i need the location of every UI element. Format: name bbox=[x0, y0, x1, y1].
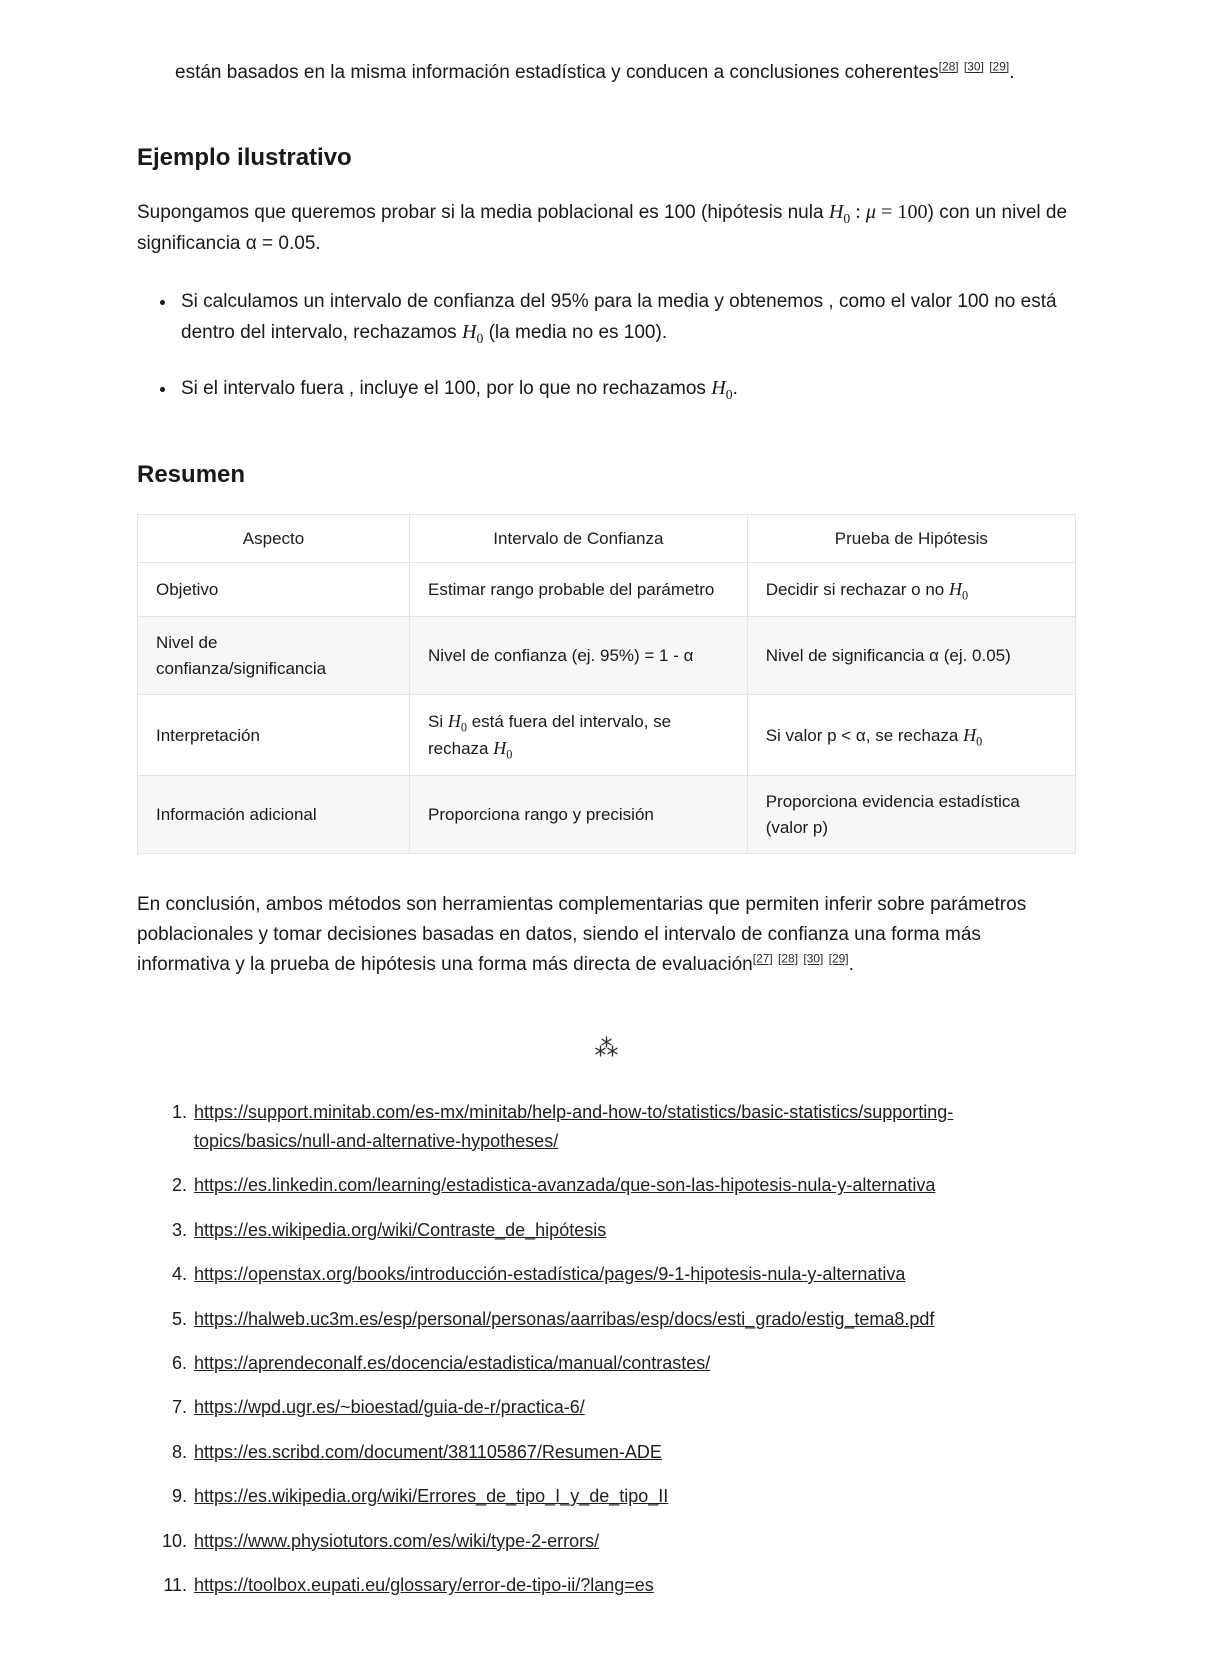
reference-number: 10. bbox=[161, 1530, 187, 1551]
list-item: • Si el intervalo fuera , incluye el 100, por lo que no rechazamos $H_0$. bbox=[177, 373, 1076, 405]
list-item bbox=[149, 1305, 1076, 1333]
intro-paragraph: están basados en la misma información estadística y conducen a conclusiones coherentes[28] [30] [29]. bbox=[175, 59, 1015, 83]
asterism-divider: ⁂ bbox=[594, 1035, 619, 1063]
reference-number: 7. bbox=[171, 1397, 187, 1418]
list-item bbox=[149, 1438, 1076, 1466]
math-expression: $H_0$ bbox=[949, 579, 969, 603]
list-item bbox=[149, 1393, 1076, 1421]
reference-link[interactable]: https://wpd.ugr.es/~bioestad/guia-de-r/practica-6/ bbox=[194, 1397, 585, 1418]
reference-link[interactable]: https://halweb.uc3m.es/esp/personal/personas/aarribas/esp/docs/esti_grado/estig_tema8.pdf bbox=[194, 1308, 935, 1329]
summary-table bbox=[137, 514, 1076, 855]
table-header-row bbox=[138, 514, 1076, 563]
citation-link[interactable]: [30] bbox=[963, 59, 984, 74]
reference-link[interactable]: https://es.wikipedia.org/wiki/Contraste_de_hipótesis bbox=[194, 1219, 607, 1240]
list-item bbox=[149, 1527, 1076, 1555]
table-row bbox=[138, 776, 1076, 854]
list-item: • Si calculamos un intervalo de confianza del 95% para la media y obtenemos , como el valor 100 no está dentro del intervalo, rechazamos $H_0$ (la media no es 100). bbox=[177, 287, 1076, 349]
math-expression: μ bbox=[865, 201, 876, 224]
list-item bbox=[149, 1571, 1076, 1599]
reference-link[interactable]: https://es.wikipedia.org/wiki/Errores_de_tipo_I_y_de_tipo_II bbox=[194, 1486, 669, 1507]
reference-link[interactable]: https://aprendeconalf.es/docencia/estadistica/manual/contrastes/ bbox=[194, 1352, 711, 1373]
citation-link[interactable]: [28] bbox=[938, 59, 959, 74]
reference-number: 9. bbox=[171, 1486, 187, 1507]
math-expression: = 100 bbox=[875, 201, 928, 224]
math-expression: : bbox=[850, 201, 866, 224]
table-row bbox=[138, 695, 1076, 776]
example-heading: Ejemplo ilustrativo bbox=[137, 144, 352, 172]
reference-number: 6. bbox=[171, 1352, 187, 1373]
table-header-prueba: Prueba de Hipótesis bbox=[747, 514, 1075, 563]
table-cell: Interpretación bbox=[138, 695, 410, 776]
table-cell: Nivel de significancia α (ej. 0.05) bbox=[747, 617, 1075, 695]
math-expression: $H_0$ bbox=[493, 738, 513, 762]
math-expression: $H_0$ bbox=[461, 321, 484, 347]
conclusion-paragraph: En conclusión, ambos métodos son herramientas complementarias que permiten inferir sobre parámetros poblacionales y tomar decisiones basadas en datos, siendo el intervalo de confianza una forma más informativa y la prueba de hipótesis una forma más directa de evaluación[27] [28] [30] [29]. bbox=[137, 894, 1027, 976]
list-item bbox=[149, 1216, 1076, 1244]
reference-link[interactable]: https://www.physiotutors.com/es/wiki/type-2-errors/ bbox=[194, 1530, 600, 1551]
reference-number: 5. bbox=[171, 1308, 187, 1329]
reference-number: 8. bbox=[171, 1441, 187, 1462]
table-cell: Nivel de confianza/significancia bbox=[138, 617, 410, 695]
reference-number: 11. bbox=[163, 1575, 187, 1596]
table-cell: Proporciona evidencia estadística (valor p) bbox=[747, 776, 1075, 854]
math-expression: $H_0$ bbox=[447, 711, 467, 735]
list-item bbox=[149, 1171, 1076, 1199]
example-lead-paragraph: Supongamos que queremos probar si la media poblacional es 100 (hipótesis nula $H_0$ : μ = 100) con un nivel de significancia α = 0.05. bbox=[137, 201, 1068, 255]
reference-link[interactable]: https://openstax.org/books/introducción-estadística/pages/9-1-hipotesis-nula-y-alternativa bbox=[194, 1264, 906, 1285]
list-item bbox=[149, 1098, 1076, 1155]
table-cell: Si $H_0$ está fuera del intervalo, se rechaza $H_0$ bbox=[410, 695, 748, 776]
table-row bbox=[138, 617, 1076, 695]
table-row bbox=[138, 563, 1076, 617]
citation-link[interactable]: [29] bbox=[989, 59, 1010, 74]
table-cell: Decidir si rechazar o no $H_0$ bbox=[747, 563, 1075, 617]
citation-link[interactable]: [28] bbox=[778, 952, 799, 967]
table-header-intervalo: Intervalo de Confianza bbox=[410, 514, 748, 563]
reference-link[interactable]: https://toolbox.eupati.eu/glossary/error-de-tipo-ii/?lang=es bbox=[194, 1575, 654, 1596]
list-item bbox=[149, 1260, 1076, 1288]
reference-link[interactable]: https://es.scribd.com/document/381105867/Resumen-ADE bbox=[194, 1441, 662, 1462]
table-cell: Si valor p < α, se rechaza $H_0$ bbox=[747, 695, 1075, 776]
summary-heading: Resumen bbox=[137, 460, 246, 488]
reference-link[interactable]: https://support.minitab.com/es-mx/minitab/help-and-how-to/statistics/basic-statistics/supporting-topics/basics/null-and-alternative-hypotheses/ bbox=[194, 1102, 954, 1151]
table-cell: Información adicional bbox=[138, 776, 410, 854]
reference-number: 1. bbox=[171, 1102, 187, 1123]
references-list bbox=[149, 1098, 1076, 1599]
table-header-aspecto: Aspecto bbox=[138, 514, 410, 563]
table-cell: Objetivo bbox=[138, 563, 410, 617]
example-bullet-list bbox=[137, 287, 1076, 405]
table-cell: Estimar rango probable del parámetro bbox=[410, 563, 748, 617]
table-cell: Proporciona rango y precisión bbox=[410, 776, 748, 854]
reference-number: 3. bbox=[171, 1219, 187, 1240]
reference-number: 4. bbox=[171, 1264, 187, 1285]
citation-link[interactable]: [27] bbox=[752, 952, 773, 967]
table-cell: Nivel de confianza (ej. 95%) = 1 - α bbox=[410, 617, 748, 695]
math-expression: $H_0$ bbox=[711, 376, 733, 402]
math-expression: $H_0$ bbox=[828, 201, 851, 227]
reference-number: 2. bbox=[171, 1175, 187, 1196]
reference-link[interactable]: https://es.linkedin.com/learning/estadistica-avanzada/que-son-las-hipotesis-nula-y-alternativa bbox=[194, 1175, 936, 1196]
citation-link[interactable]: [30] bbox=[803, 952, 824, 967]
citation-link[interactable]: [29] bbox=[828, 952, 849, 967]
list-item bbox=[149, 1349, 1076, 1377]
math-expression: $H_0$ bbox=[963, 724, 983, 749]
list-item bbox=[149, 1482, 1076, 1510]
